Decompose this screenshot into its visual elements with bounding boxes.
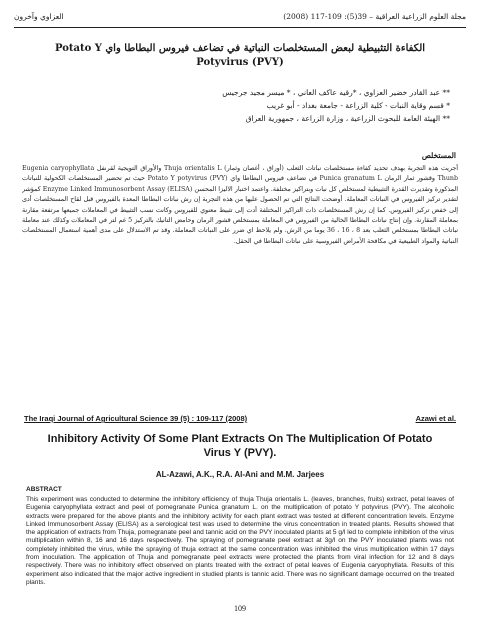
english-abstract-heading: ABSTRACT	[26, 486, 62, 493]
arabic-affiliation-2: ** الهيئة العامة للبحوث الزراعية ، وزارة الزراعة ، جمهورية العراق	[245, 114, 450, 123]
arabic-authors-block	[30, 86, 450, 125]
header-rule	[14, 27, 466, 28]
arabic-abstract-body: أجريت هذه التجربة بهدف تحديد كفاءة مستخلصات نباتات الثعلب (أوراق ، أغصان وثمار) Thuja orientalis L والأوراق التويجية لقرنفل Eugenia caryophyllata Thunb وقشور ثمار الرمان Punica granatum L في تضاعف فيروس البطاطا واي Potato Y potyvirus (PVY) حيث تم تحضير المستخلصات الكحولية للنباتات المذكورة وتقديرت القدرة التثبيطية لمستخلص كل نبات وبتراكيز مختلفة. واعتمد اختبار الاليزا المحسن Enzyme Linked Immunosorbent Assay (ELISA) كمؤشر لتقدير تركيز الفيروس في النباتات المعاملة. أوضحت النتائج التي تم الحصول عليها من هذه التجربة إن رش نباتات البطاطا المعدة بالفيروس قبل لقاح المستخلصات أدى إلى خفض تركيز الفيروس. كما إن رش المستخلصات ذات التراكيز المختلفة أدت إلى تثبيط معنوي للفيروس وكانت نسب التثبيط في المعاملات جميعها مرتفعة مقارنة بمعاملة المقارنة. وإن إنتاج نباتات البطاطا الخالية من الفيروس في المعاملة بمستخلص قشور الرمان وحامض التانيك بالتركيز 5 غم لتر في المعاملات وكذلك عند معاملة نباتات البطاطا بمستخلص الثعلب بعد 8 ، 16 ، 36 يوما من الرش. ولم يلاحظ اي ضرر على النباتات المعاملة. وقد تم الاستدلال على مدى أهمية استعمال المستخلصات النباتية والمواد الطبيعية في مكافحة الأمراض الفيروسية على نباتات البطاطا في الحقل.	[22, 165, 458, 245]
arabic-running-authors: العزاوي وآخرون	[14, 12, 64, 21]
english-journal-citation: The Iraqi Journal of Agricultural Science 39 (5) : 109-117 (2008)	[24, 414, 248, 423]
arabic-title-line-2: Potyvirus (PVY)	[196, 57, 284, 68]
arabic-journal-citation: مجلة العلوم الزراعية العراقية – 39(5): 109-117 (2008)	[283, 12, 466, 21]
english-running-header	[24, 414, 456, 426]
arabic-abstract-heading: المستخلص	[421, 151, 456, 160]
arabic-title-line-1: الكفاءة التثبيطية لبعض المستخلصات النباتية في تضاعف فيروس البطاطا واي Potato Y	[54, 43, 426, 54]
english-title-line-1: Inhibitory Activity Of Some Plant Extracts On The Multiplication Of Potato	[47, 433, 433, 445]
english-title	[40, 432, 440, 460]
page-number: 109	[234, 604, 246, 613]
english-authors: AL-Azawi, A.K., R.A. Al-Ani and M.M. Jarjees	[155, 470, 325, 479]
english-abstract-body: This experiment was conducted to determine the inhibitory efficiency of thuja Thuja orientalis L. (leaves, branches, fruits) extract, petal leaves of Eugenia caryophyllata extract and peel of pomegranate Punica granatum L. on the multiplication of potato Y potyvirus (PVY). The alcoholic extracts were prepared for the above plants and the inhibitory activity for each plant extract was tested at different concentration levels. Enzyme Linked Immunosorbent Assay (ELISA) as a serological test was used to determine the virus concentration in treated plants. Results showed that the application of extracts from Thuja, pomegranate peel and tannic acid on the PVY inoculated plants at 5 g/l led to complete inhibition of the virus multiplication within 8, 16 and 16 days respectively. The spraying of pomegranate peel extract at 3g/l on the PVY inoculated plants was not completely inhibited the virus, while the spraying of thuja extract at the same concentration was inhibited the virus multiplication within 17 days from inoculation. The application of Thuja and pomegranate peel extracts were protected the plants from viral infection for 12 and 8 days respectively. There was no inhibitory effect observed on plants treated with the extract of petal leaves of Eugenia caryophyllata. Results of this experiment also indicated that the major active ingredient in studied plants is tannic acid. There was no significant damage occurred on the treated plants.	[26, 496, 454, 586]
arabic-running-header	[14, 12, 466, 26]
arabic-authors-names: ** عبد القادر خضير العزاوي ، *رقيه عاكف العاني ، * ميسر مجيد جرجيس	[222, 88, 450, 97]
arabic-affiliation-1: * قسم وقاية النبات - كلية الزراعة - جامعة بغداد - أبو غريب	[266, 101, 450, 110]
english-title-line-2: Virus Y (PVY).	[203, 447, 277, 459]
english-running-authors: Azawi et al.	[415, 414, 456, 423]
